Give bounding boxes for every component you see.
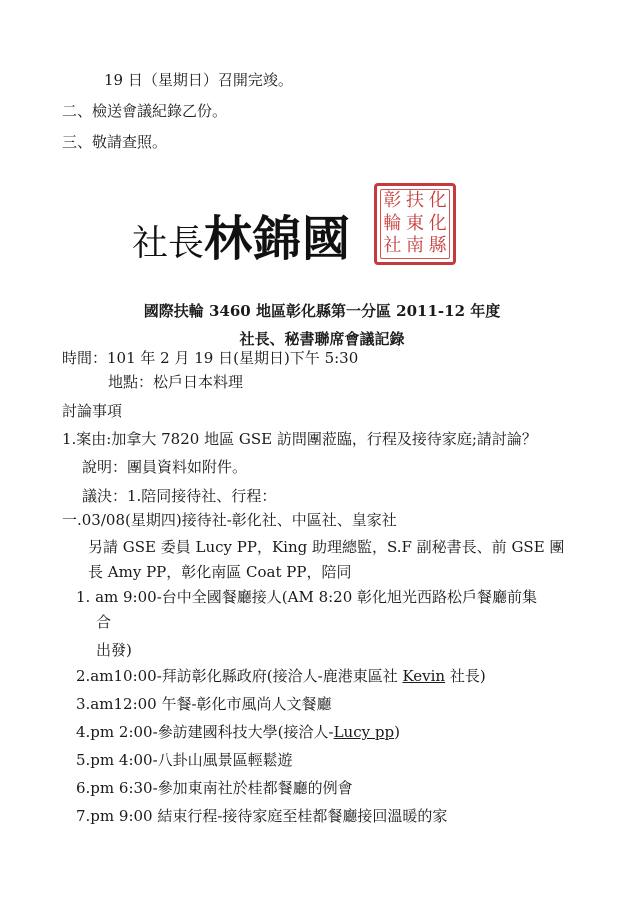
contact-lucy: Lucy pp [333, 723, 395, 741]
schedule-item-2 [76, 666, 486, 686]
schedule-item-3: 3.am12:00 午餐-彰化市風尚人文餐廳 [76, 695, 332, 713]
schedule-item-4-text: 4.pm 2:00-參訪建國科技大學(接洽人- [76, 723, 334, 741]
schedule-item-2-tail: 社長) [445, 667, 486, 685]
stamp-char: 輪 [383, 212, 402, 234]
case-line: 1.案由:加拿大 7820 地區 GSE 訪問團蒞臨，行程及接待家庭;請討論？ [62, 430, 537, 448]
escort-line-b: 長 Amy PP，彰化南區 Coat PP，陪同 [88, 563, 352, 581]
schedule-item-6: 6.pm 6:30-參加東南社於桂都餐廳的例會 [76, 779, 353, 797]
schedule-item-5: 5.pm 4:00-八卦山風景區輕鬆遊 [76, 751, 293, 769]
schedule-item-1-cont: 合 [96, 613, 112, 631]
schedule-item-4 [76, 722, 400, 742]
stamp-char: 東 [405, 212, 424, 234]
schedule-item-4-tail: ) [394, 723, 400, 741]
schedule-item-1-end: 出發) [96, 641, 132, 659]
stamp-char: 化 [428, 190, 447, 211]
signature-title: 社長 [132, 223, 205, 264]
meeting-place: 地點：松戶日本料理 [108, 373, 244, 391]
minutes-heading-line1: 國際扶輪 3460 地區彰化縣第一分區 2011-12 年度 [143, 302, 501, 320]
schedule-item-1: 1. am 9:00-台中全國餐廳接人(AM 8:20 彰化旭光西路松戶餐廳前集 [76, 588, 538, 606]
stamp-char: 南 [405, 235, 424, 257]
signature-name: 林錦國 [204, 211, 352, 267]
stamp-char: 縣 [428, 235, 447, 257]
discussion-heading: 討論事項 [62, 402, 123, 420]
red-seal-stamp [374, 183, 456, 265]
stamp-char: 社 [383, 235, 402, 257]
day1-host-clubs: 一.03/08(星期四)接待社-彰化社、中區社、皇家社 [62, 511, 397, 529]
explanation-line: 說明：團員資料如附件。 [82, 458, 248, 476]
meeting-time: 時間：101 年 2 月 19 日(星期日)下午 5:30 [62, 349, 359, 367]
meeting-completed-line: 19 日（星期日）召開完竣。 [104, 71, 293, 89]
attach-minutes-line: 二、檢送會議紀錄乙份。 [62, 102, 228, 120]
escort-line-a: 另請 GSE 委員 Lucy PP，King 助理總監，S.F 副秘書長、前 GSE 團 [88, 538, 565, 556]
stamp-char: 彰 [383, 190, 402, 211]
schedule-item-2-text: 2.am10:00-拜訪彰化縣政府(接洽人-鹿港東區社 [76, 667, 403, 685]
minutes-heading-line2: 社長、秘書聯席會議記錄 [239, 330, 405, 348]
schedule-item-7: 7.pm 9:00 結束行程-接待家庭至桂都餐廳接回溫暖的家 [76, 807, 448, 825]
president-signature [132, 200, 351, 269]
contact-kevin: Kevin [402, 667, 446, 685]
please-review-line: 三、敬請查照。 [62, 133, 168, 151]
stamp-char: 化 [428, 212, 447, 234]
stamp-char: 扶 [405, 190, 424, 211]
resolution-line: 議決：1.陪同接待社、行程： [82, 487, 277, 505]
